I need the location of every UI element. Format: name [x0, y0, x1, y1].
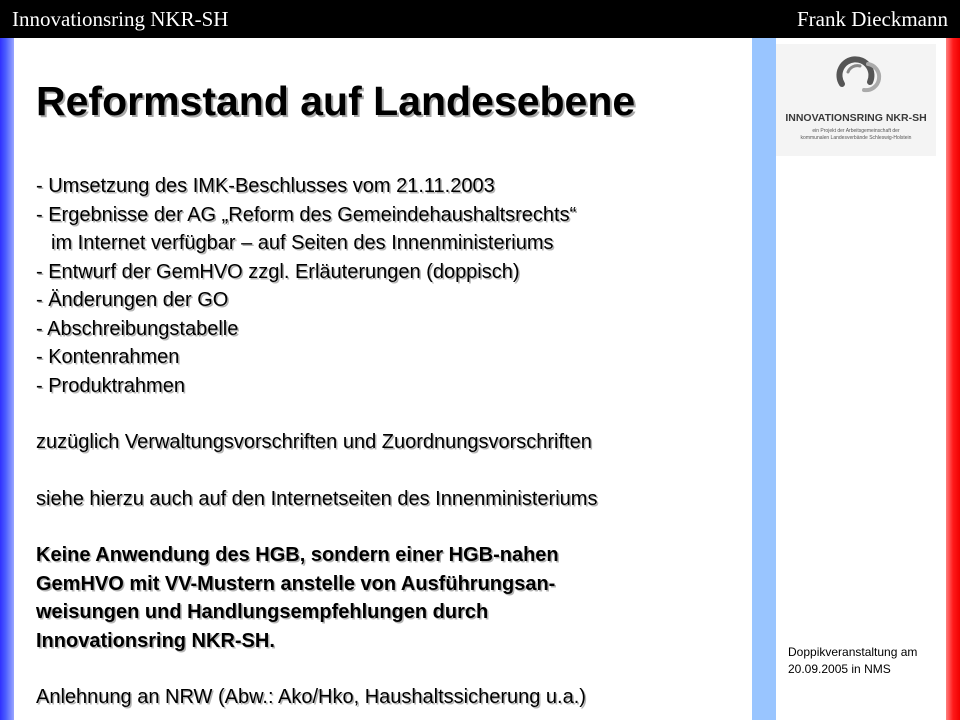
paragraph-verwaltungsvorschriften: zuzüglich Verwaltungsvorschriften und Zuordnungsvorschriften	[36, 431, 592, 453]
bold-line: GemHVO mit VV-Mustern anstelle von Ausführungsan-	[36, 572, 556, 595]
bold-line: Keine Anwendung des HGB, sondern einer HGB-nahen	[36, 544, 559, 566]
logo-subline-1: ein Projekt der Arbeitsgemeinschaft der	[812, 128, 900, 134]
list-item: - Produktrahmen	[36, 374, 185, 397]
list-item: - Entwurf der GemHVO zzgl. Erläuterungen (doppisch)	[36, 260, 520, 283]
header-bar	[0, 0, 960, 38]
footnote-line-1: Doppikveranstaltung am	[788, 645, 918, 659]
bold-statement	[36, 541, 748, 655]
bold-line: Innovationsring NKR-SH.	[36, 629, 275, 652]
header-left-text: Innovationsring NKR-SH	[12, 7, 229, 31]
list-item: - Ergebnisse der AG „Reform des Gemeindehaushaltsrechts“	[36, 203, 577, 226]
left-blue-stripe	[0, 38, 14, 720]
slide-body	[36, 172, 748, 712]
right-red-stripe	[946, 38, 960, 720]
logo-name: INNOVATIONSRING NKR-SH	[785, 112, 927, 124]
light-blue-stripe	[752, 38, 776, 720]
logo-subline-2: kommunalen Landesverbände Schleswig-Holstein	[800, 135, 912, 141]
header-right-text: Frank Dieckmann	[796, 7, 948, 31]
paragraph-internetseiten: siehe hierzu auch auf den Internetseiten des Innenministeriums	[36, 487, 598, 510]
bold-line: weisungen und Handlungsempfehlungen durch	[36, 601, 489, 623]
slide-title: Reformstand auf Landesebene	[36, 78, 636, 124]
list-item: - Umsetzung des IMK-Beschlusses vom 21.11.2003	[36, 175, 495, 197]
swirl-ring-logo-icon	[839, 59, 879, 90]
list-item: - Änderungen der GO	[36, 289, 229, 311]
list-item: - Abschreibungstabelle	[36, 317, 239, 340]
footnote-line-2: 20.09.2005 in NMS	[788, 662, 891, 676]
list-item-continuation: im Internet verfügbar – auf Seiten des Innenministeriums	[51, 232, 554, 254]
event-footnote	[788, 644, 917, 678]
list-item: - Kontenrahmen	[36, 346, 180, 368]
innovationsring-logo	[776, 44, 936, 156]
paragraph-anlehnung-nrw: Anlehnung an NRW (Abw.: Ako/Hko, Haushaltssicherung u.a.)	[36, 686, 586, 708]
